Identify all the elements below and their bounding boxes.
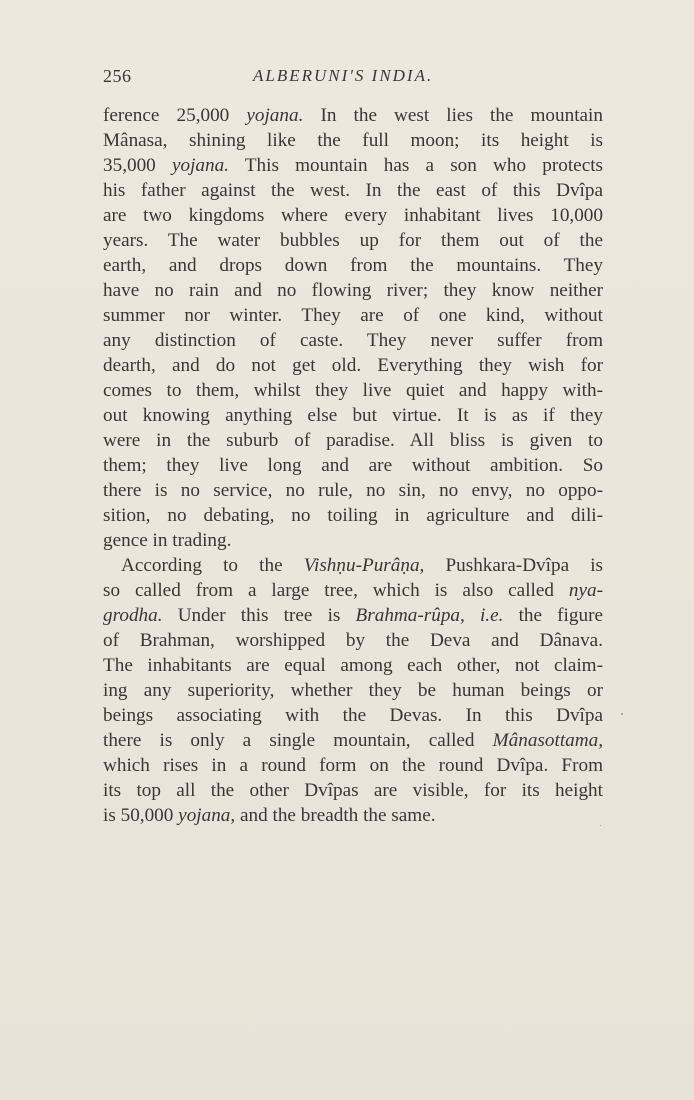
text-line: dearth, and do not get old. Everything they wish for [103, 355, 603, 376]
text-line: are two kingdoms where every inhabitant lives 10,000 [103, 205, 603, 226]
text-line: beings associating with the Devas. In this Dvîpa [103, 705, 603, 726]
text-line: summer nor winter. They are of one kind, without [103, 305, 603, 326]
text-line: of Brahman, worshipped by the Deva and Dânava. [103, 630, 603, 651]
text-line: sition, no debating, no toiling in agriculture and dili- [103, 505, 603, 526]
text-line: which rises in a round form on the round Dvîpa. From [103, 755, 603, 776]
text-line: years. The water bubbles up for them out of the [103, 230, 603, 251]
text-line: earth, and drops down from the mountains. They [103, 255, 603, 276]
text-line: is 50,000 yojana, and the breadth the same. [103, 805, 436, 826]
text-line: them; they live long and are without ambition. So [103, 455, 603, 476]
text-line: 35,000 yojana. This mountain has a son who protects [103, 155, 604, 176]
text-line: there is no service, no rule, no sin, no envy, no oppo- [103, 480, 603, 501]
text-line: out knowing anything else but virtue. It is as if they [103, 405, 603, 426]
running-head: ALBERUNI'S INDIA. [253, 66, 434, 85]
text-line: gence in trading. [103, 530, 232, 551]
text-line: According to the Vishṇu-Purâṇa, Pushkara-Dvîpa is [121, 555, 604, 576]
text-line: so called from a large tree, which is also called nya- [103, 580, 603, 601]
text-line: ference 25,000 yojana. In the west lies the mountain [103, 105, 603, 126]
text-line: ing any superiority, whether they be human beings or [103, 680, 603, 701]
text-line: were in the suburb of paradise. All bliss is given to [103, 430, 603, 451]
text-line: its top all the other Dvîpas are visible, for its height [103, 780, 603, 801]
page-number: 256 [103, 66, 132, 86]
page-header [103, 66, 603, 92]
text-line: The inhabitants are equal among each other, not claim- [103, 655, 603, 676]
text-line: comes to them, whilst they live quiet and happy with- [103, 380, 603, 401]
text-line: Mânasa, shining like the full moon; its height is [103, 130, 603, 151]
paper-speck [621, 713, 623, 715]
text-line: grodha. Under this tree is Brahma-rûpa, i.e. the figure [103, 605, 603, 626]
paper-speck [600, 825, 601, 826]
text-line: there is only a single mountain, called Mânasottama, [103, 730, 603, 751]
text-line: any distinction of caste. They never suffer from [103, 330, 603, 351]
body-text [103, 103, 603, 828]
text-line: his father against the west. In the east of this Dvîpa [103, 180, 603, 201]
text-line: have no rain and no flowing river; they know neither [103, 280, 603, 301]
